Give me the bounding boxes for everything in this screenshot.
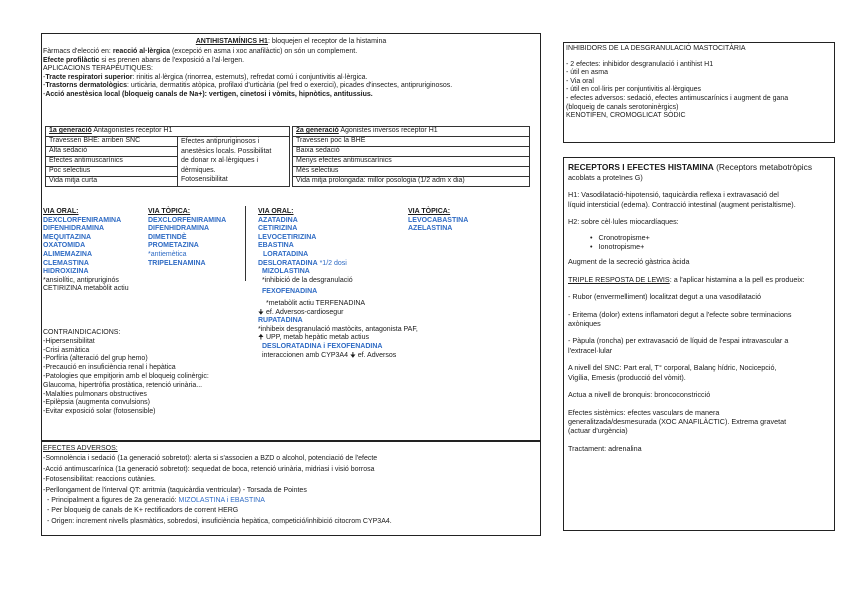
gen2-table <box>292 126 530 187</box>
intro-line: Fàrmacs d'elecció en: reacció al·lèrgica (excepció en asma i xoc anafilàctic) on són un complement. <box>43 48 358 55</box>
via-oral-2-title: VIA ORAL: <box>258 208 294 215</box>
inhibitors-content <box>566 45 788 121</box>
receptors-title: RECEPTORS I EFECTES HISTAMINA <box>568 162 714 172</box>
drug: TRIPELENAMINA <box>148 259 206 267</box>
gen2-row: Menys efectes antimuscarínics <box>293 157 530 167</box>
adverse-subitem: - Principalment a figures de 2a generació: <box>47 497 179 505</box>
via-topica-2-title: VIA TÒPICA: <box>408 208 451 215</box>
arrow-down-icon: 🠋 <box>349 351 356 359</box>
contra-item: -Precaució en insuficiència renal i hepàtica <box>43 364 176 372</box>
contra-item: -Evitar exposició solar (fotosensible) <box>43 408 156 416</box>
systemic-effects: generalitzada/desmesurada (XOC ANAFILÀCTIC). Extrema gravetat <box>568 416 787 426</box>
note: ef. Adversos <box>357 351 397 359</box>
drug: AZELASTINA <box>408 225 453 233</box>
main-title-line <box>41 38 541 47</box>
receptors-title-line: RECEPTORS I EFECTES HISTAMINA (Receptors metabotròpics <box>568 162 813 172</box>
gen1-row: Efectes antimuscarínics <box>46 157 178 167</box>
contra-item: Glaucoma, hipertròfia prostàtica, retenció urinària... <box>43 381 203 389</box>
adverse-item: -Somnolència i sedació (1a generació sobretot): alerta si s'associen a BZD o alcohol, potenciació de l'efecte <box>43 455 378 463</box>
eritema: axòniques <box>568 319 601 329</box>
gen1-side: Efectes antipruriginosos i anestèsics locals. Possibilitat de donar rx al·lèrgiques i dèrmiques. Fotosensibilitat <box>178 137 290 187</box>
arrow-down-icon: 🠋 <box>258 308 264 316</box>
contra-item: -Crisi asmàtica <box>43 346 90 354</box>
contra-item: -Hipersensibilitat <box>43 337 95 345</box>
drug: CETIRIZINA <box>258 225 298 233</box>
h1-effects: líquid intersticial (edema). Contracció intestinal (augment peristaltisme). <box>568 199 796 209</box>
arrow-up-icon: 🠉 <box>258 334 264 342</box>
drug: MEQUITAZINA <box>43 233 92 241</box>
intro-line: APLICACIONS TERAPÈUTIQUES: <box>43 65 153 73</box>
gen1-row: Vida mitja curta <box>46 177 178 187</box>
inhib-item: - efectes adversos: sedació, efectes antimuscarínics i augment de gana <box>566 94 789 102</box>
contra-item: -Porfíria (alteració del grup hemo) <box>43 355 148 363</box>
via-oral-2 <box>258 208 418 360</box>
gen2-row: Baixa sedació <box>293 147 530 157</box>
gen1-row: Alta sedació <box>46 147 178 157</box>
gastric-effect: Augment de la secreció gàstrica àcida <box>568 257 690 267</box>
drug: MIZOLASTINA <box>262 268 310 276</box>
intro-line: -Trastorns dermatològics: urticària, dermatitis atòpica, profilaxi d'urticària (pel fred o exercici), picades d'insectes, antipruriginosos. <box>43 82 453 90</box>
gen1-table <box>45 126 290 187</box>
note: *inhibició de la desgranulació <box>262 276 353 284</box>
inhib-item: KENOTIFEN, CROMOGLICAT SÒDIC <box>566 112 686 120</box>
snc-effects: A nivell del SNC: Part eral, T° corporal, Balanç hídric, Nocicepció, <box>568 363 777 373</box>
eritema: - Eritema (dolor) extens inflamatori degut a l'efecte sobre terminacions <box>568 309 792 319</box>
gen1-row: Travessen BHE: arriben SNC <box>46 137 178 147</box>
note: CETIRIZINA metabòlit actiu <box>43 285 129 293</box>
main-title-rest: : bloquejen el receptor de la histamina <box>267 38 387 45</box>
contraindications <box>43 329 209 417</box>
h1-effects: H1: Vasodilatació-hipotensió, taquicàrdia reflexa i extravasació del <box>568 190 779 200</box>
papula: l'extracel·lular <box>568 345 613 355</box>
drug: FEXOFENADINA <box>262 288 318 296</box>
drug: MIZOLASTINA i EBASTINA <box>178 497 265 505</box>
gen2-row: Travessen poc la BHE <box>293 137 530 147</box>
adverse-item: -Fotosensibilitat: reaccions cutànies. <box>43 476 156 484</box>
drug: LEVOCETIRIZINA <box>258 233 317 241</box>
note: *ansiolític, antipruriginós <box>43 276 119 284</box>
note: *metabòlit actiu TERFENADINA <box>266 299 366 307</box>
adverse-item: -Acció antimuscarínica (1a generació sobretot): sequedat de boca, retenció urinària, midriasi i visió borrosa <box>43 465 375 473</box>
drug: DESLORATADINA <box>258 259 318 267</box>
inhib-item: (bloqueig de canals serotoninèrgics) <box>566 103 679 111</box>
inhib-item: - 2 efectes: inhibidor desgranulació i antihist H1 <box>566 60 714 68</box>
gen2-row: Més selectius <box>293 167 530 177</box>
adverse-title: EFECTES ADVERSOS: <box>43 445 118 452</box>
note: *inhibeix desgranulació mastòcits, antagonista PAF, <box>258 325 418 333</box>
via-oral-1 <box>43 208 129 294</box>
lewis-line: TRIPLE RESPOSTA DE LEWIS: a l'aplicar histamina a la pell es produeix: <box>568 274 805 284</box>
via-topica-1 <box>148 208 226 268</box>
contra-item: -Epilèpsia (augmenta convulsions) <box>43 399 150 407</box>
drug: OXATOMIDA <box>43 242 86 250</box>
adverse-subitem: - Origen: increment nivells plasmàtics, sobredosi, insuficiència hepàtica, competició/inhibició citocrom CYP3A4. <box>47 517 392 525</box>
drug: EBASTINA <box>258 242 294 250</box>
inhib-item: - útil en asma <box>566 69 609 77</box>
via-topica-1-title: VIA TÒPICA: <box>148 208 191 215</box>
drug: DIMETINDÈ <box>148 233 187 241</box>
bronchi-effect: Actua a nivell de bronquis: broncoconstricció <box>568 390 711 400</box>
contra-title: CONTRAINDICACIONS: <box>43 329 121 336</box>
inhib-item: - Via oral <box>566 77 594 85</box>
drug: HIDROXIZINA <box>43 268 89 276</box>
inhib-item: - útil en col·liris per conjuntivitis al·lèrgiques <box>566 86 701 94</box>
note: *antiemètica <box>148 250 187 258</box>
receptors-subtitle: acoblats a proteïnes G) <box>568 173 643 182</box>
note: interaccionen amb CYP3A4 <box>262 351 348 359</box>
main-title: ANTIHISTAMÍNICS H1 <box>195 38 268 45</box>
drug: DEXCLORFENIRAMINA <box>148 216 227 224</box>
drug: DEXCLORFENIRAMINA <box>43 216 122 224</box>
gen2-header: 2a generació Agonistes inversos receptor H1 <box>293 127 530 137</box>
adverse-subitem: - Per bloqueig de canals de K+ rectificadors de corrent HERG <box>47 507 239 515</box>
gen2-row: Vida mitja prolongada: millor posologia (1/2 adm x dia) <box>293 177 530 187</box>
drug: LEVOCABASTINA <box>408 216 469 224</box>
papula: - Pàpula (roncha) per extravasació de líquid de l'espai intravascular a <box>568 336 789 346</box>
drug: CLEMASTINA <box>43 259 89 267</box>
drug: LORATADINA <box>263 250 309 258</box>
bullet-item: • Cronotropisme+ <box>590 232 650 242</box>
column-divider <box>245 206 246 281</box>
treatment: Tractament: adrenalina <box>568 443 642 453</box>
receptors-content <box>568 162 812 453</box>
note: *1/2 dosi <box>317 259 347 267</box>
systemic-effects: Efectes sistèmics: efectes vasculars de manera <box>568 407 720 417</box>
drug: DESLORATADINA i FEXOFENADINA <box>262 342 383 350</box>
drug: PROMETAZINA <box>148 242 199 250</box>
adverse-effects <box>43 444 392 527</box>
inhibitors-title: INHIBIDORS DE LA DESGRANULACIÓ MASTOCITÀRIA <box>566 45 746 52</box>
drug: RUPATADINA <box>258 317 303 325</box>
intro-line: -Tracte respiratori superior: rinitis al·lèrgica (rinorrea, esternuts), refredat comú i conjuntivitis al·lèrgica. <box>43 73 368 81</box>
note: UPP, metab hepàtic metab actius <box>266 334 369 342</box>
systemic-effects: (actuar d'urgència) <box>568 426 628 436</box>
intro-block <box>43 48 452 100</box>
drug: DIFENHIDRAMINA <box>43 225 105 233</box>
via-oral-1-title: VIA ORAL: <box>43 208 79 215</box>
intro-line: Efecte profilàctic si es prenen abans de l'exposició a l'al·lergen. <box>43 56 245 64</box>
gen1-row: Poc selectius <box>46 167 178 177</box>
adverse-item: -Perllongament de l'interval QT: arritmia (taquicàrdia ventricular) - Torsada de Pointes <box>43 486 307 494</box>
contra-item: -Patologies que empitjorin amb el bloqueig colinèrgic: <box>43 372 209 380</box>
intro-line: -Acció anestèsica local (bloqueig canals de Na+): vertigen, cinetosi i vòmits, hipnòtics, antitussius. <box>43 90 373 98</box>
gen1-header: 1a generació Antagonistes receptor H1 <box>46 127 290 137</box>
drug: ALIMEMAZINA <box>43 250 92 258</box>
drug: AZATADINA <box>258 216 298 224</box>
h2-effects: H2: sobre cèl·lules miocardíaques: <box>568 217 679 227</box>
snc-effects: Vigília, Emesis (producció del vòmit). <box>568 372 686 382</box>
rubor: - Rubor (envermelliment) localitzat degut a una vasodilatació <box>568 292 761 302</box>
drug: DIFENHIDRAMINA <box>148 225 210 233</box>
bullet-item: • Ionotropisme+ <box>590 242 645 252</box>
note: ef. Adversos-cardiosegur <box>266 308 344 316</box>
contra-item: -Malalties pulmonars obstructives <box>43 390 147 398</box>
via-topica-2 <box>408 208 468 234</box>
